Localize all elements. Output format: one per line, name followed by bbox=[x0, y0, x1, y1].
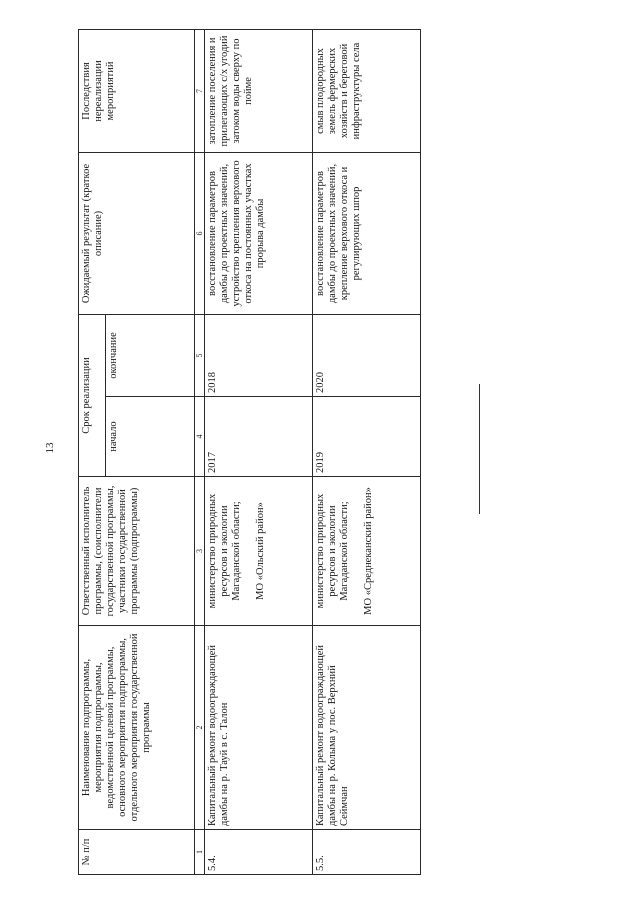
col-number: 4 bbox=[195, 397, 205, 477]
row-num: 5.4. bbox=[205, 830, 313, 875]
header-responsible: Ответственный исполнитель программы, (соисполнители государственной программы, участники государственной программы (подпрограммы) bbox=[79, 477, 195, 626]
responsible-ministry: министерство природных ресурсов и экологии Магаданской области; bbox=[315, 493, 350, 609]
col-number: 7 bbox=[195, 29, 205, 152]
row-responsible bbox=[313, 477, 421, 626]
header-name: Наименование подпрограммы, мероприятия подпрограммы, ведомственной целевой программы, основного мероприятия подпрограммы, отдельного мероприятия государственной программы bbox=[79, 626, 195, 830]
program-table bbox=[78, 29, 421, 875]
row-result: восстановление параметров дамбы до проектных значений, крепление верхового откоса и регулирующих шпор bbox=[313, 152, 421, 314]
row-responsible bbox=[205, 477, 313, 626]
row-name: Капитальный ремонт водоограждающей дамбы на р. Колыма у пос. Верхний Сеймчан bbox=[313, 626, 421, 830]
row-result: восстановление параметров дамбы до проектных значений, устройство крепления верхового откоса на постоянных участках прорыва дамбы bbox=[205, 152, 313, 314]
row-start: 2017 bbox=[205, 397, 313, 477]
row-consequences: затопление поселения и прилегающих с/х угодий затоком воды сверху по пойме bbox=[205, 29, 313, 152]
signature-line bbox=[479, 384, 480, 514]
rotated-table-container bbox=[78, 30, 421, 875]
table-row bbox=[205, 29, 313, 874]
header-end: окончание bbox=[106, 314, 195, 396]
col-number: 3 bbox=[195, 477, 205, 626]
col-number: 5 bbox=[195, 314, 205, 396]
responsible-municipality: МО «Среднеканский район» bbox=[363, 487, 374, 615]
header-result: Ожидаемый результат (краткое описание) bbox=[79, 152, 195, 314]
col-number: 2 bbox=[195, 626, 205, 830]
row-consequences: смыв плодородных земель фермерских хозяйств и береговой инфраструктуры села bbox=[313, 29, 421, 152]
col-number: 6 bbox=[195, 152, 205, 314]
header-consequences: Последствия нереализации мероприятий bbox=[79, 29, 195, 152]
col-number: 1 bbox=[195, 830, 205, 875]
header-num: № п/п bbox=[79, 830, 195, 875]
header-start: начало bbox=[106, 397, 195, 477]
row-num: 5.5. bbox=[313, 830, 421, 875]
table-row bbox=[313, 29, 421, 874]
header-term: Срок реализации bbox=[79, 314, 106, 476]
header-row bbox=[79, 29, 106, 874]
column-numbers-row bbox=[195, 29, 205, 874]
responsible-ministry: министерство природных ресурсов и экологии Магаданской области; bbox=[207, 493, 242, 609]
row-start: 2019 bbox=[313, 397, 421, 477]
row-end: 2020 bbox=[313, 314, 421, 396]
page-number: 13 bbox=[44, 442, 56, 454]
row-end: 2018 bbox=[205, 314, 313, 396]
row-name: Капитальный ремонт водоограждающей дамбы на р. Тауй в с. Талон bbox=[205, 626, 313, 830]
responsible-municipality: МО «Ольский район» bbox=[255, 502, 266, 600]
